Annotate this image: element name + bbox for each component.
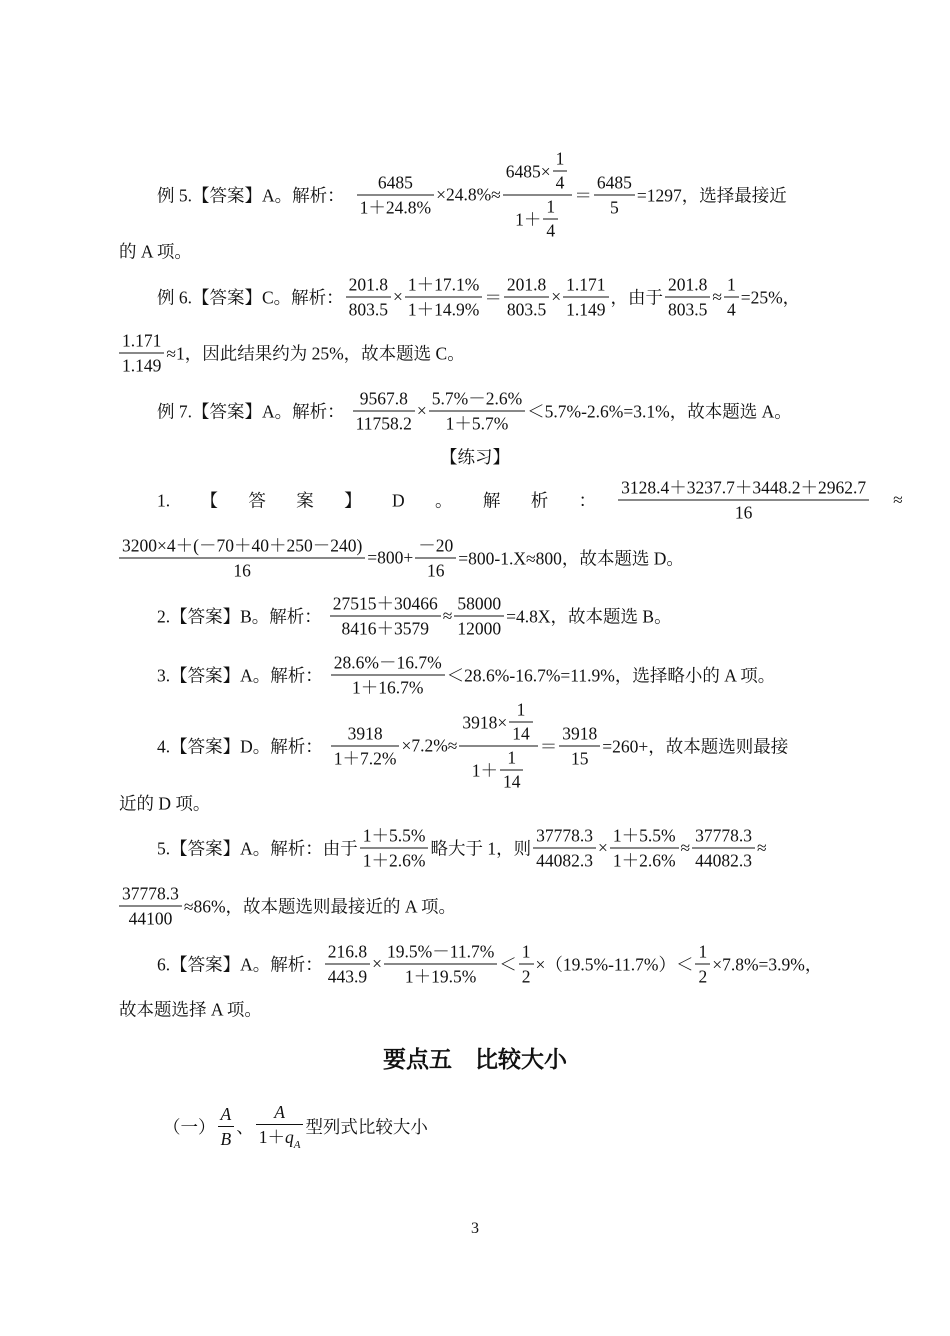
fraction: $\frac{1.171}{1.149}$ [563,275,608,320]
fraction: $\frac{28.6\%-16.7\%}{1+16.7\%}$ [331,653,445,698]
practice-3-label: 3.【答案】A。解析： [157,665,323,686]
fraction: $\frac{37778.3}{44082.3}$ [533,826,596,871]
fraction: $\frac{37778.3}{44100}$ [119,884,182,929]
practice-2-label: 2.【答案】B。解析： [157,606,322,627]
fraction: $\frac{201.8}{803.5}$ [504,275,549,320]
fraction: $\frac{A}{B}$ [218,1104,235,1149]
fraction: $\frac{1+5.5\%}{1+2.6\%}$ [610,826,679,871]
fraction: $\frac{201.8}{803.5}$ [665,275,710,320]
fraction: $\frac{3918}{1+7.2\%}$ [331,724,400,769]
fraction: $\frac{9567.8}{11758.2}$ [353,389,415,434]
practice-5-label: 5.【答案】A。解析：由于 [157,838,358,859]
practice-6-label: 6.【答案】A。解析： [157,954,323,975]
fraction: $\frac{3918}{15}$ [559,724,600,769]
fraction: $\frac{37778.3}{44082.3}$ [692,826,755,871]
fraction: $\frac{1+5.5\%}{1+2.6\%}$ [360,826,429,871]
practice-4-label: 4.【答案】D。解析： [157,736,323,757]
practice-heading: 【练习】 [440,447,510,467]
example-5-label: 例 5.【答案】A。解析： [157,185,345,206]
fraction: $\frac{5.7\%-2.6\%}{1+5.7\%}$ [429,389,525,434]
fraction: $\frac{1.171}{1.149}$ [119,331,164,376]
compound-fraction: 3918 × $\frac{1}{14}$ 1＋ $\frac{1}{14}$ [459,701,537,792]
fraction: $\frac{6485}{1+24.8\%}$ [357,173,434,218]
section-title: 要点五 比较大小 [383,1047,567,1073]
fraction: $\frac{3200\times 4+(-70+40+250-240)}{16}$ [119,536,365,581]
fraction: $\frac{1}{4}$ [724,275,739,320]
fraction: $\frac{58000}{12000}$ [454,594,504,639]
fraction: $\frac{201.8}{803.5}$ [346,275,391,320]
practice-1-label: 1. 【 答 案 】 D 。 解 析 ： [157,490,597,511]
fraction: $\frac{3128.4+3237.7+3448.2+2962.7}{16}$ [618,478,869,523]
fraction: $\frac{19.5\%-11.7\%}{1+19.5\%}$ [384,942,497,987]
compound-fraction: 6485 × $\frac{1}{4}$ 1＋ $\frac{1}{4}$ [503,150,573,241]
fraction: $\frac{-20}{16}$ [415,536,456,581]
fraction: $\frac{1}{2}$ [695,942,710,987]
fraction: $\frac{A}{1+q_A}$ [256,1102,304,1150]
fraction: $\frac{1+17.1\%}{1+14.9\%}$ [405,275,482,320]
fraction: $\frac{27515+30466}{8416+3579}$ [330,594,441,639]
fraction: $\frac{1}{2}$ [519,942,534,987]
example-6-label: 例 6.【答案】C。解析： [157,287,344,308]
fraction: $\frac{216.8}{443.9}$ [325,942,370,987]
page-number: 3 [471,1220,479,1237]
fraction: $\frac{6485}{5}$ [594,173,635,218]
example-7-label: 例 7.【答案】A。解析： [157,401,345,422]
